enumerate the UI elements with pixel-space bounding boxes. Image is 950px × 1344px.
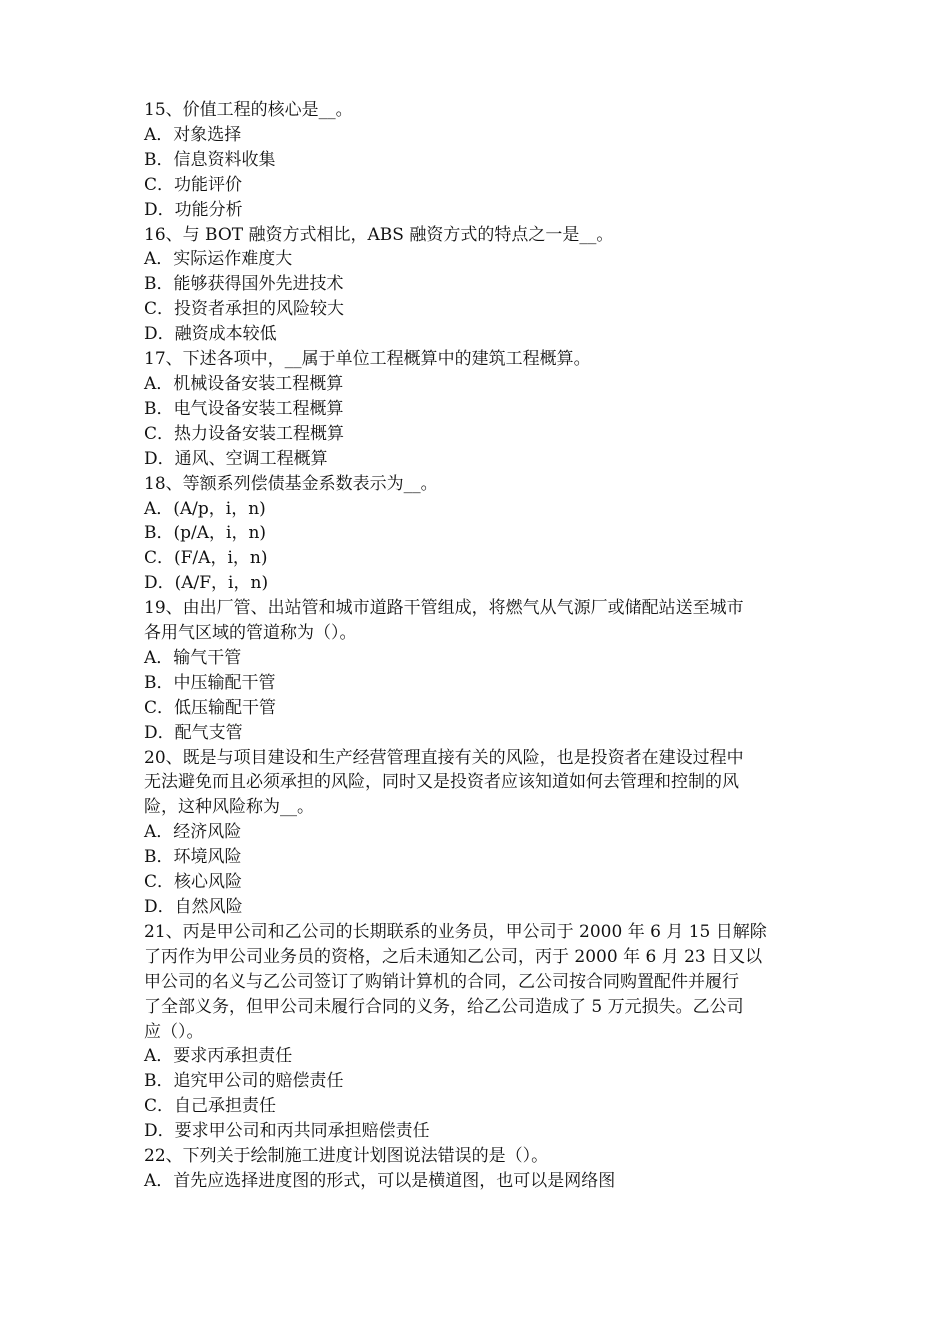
question-stem-line: 20、既是与项目建设和生产经营管理直接有关的风险，也是投资者在建设过程中 bbox=[144, 747, 744, 768]
option-a: A．机械设备安装工程概算 bbox=[144, 373, 344, 394]
option-a: A．首先应选择进度图的形式，可以是横道图，也可以是网络图 bbox=[144, 1170, 616, 1191]
option-b: B．电气设备安装工程概算 bbox=[144, 398, 344, 419]
option-b: B．中压输配干管 bbox=[144, 672, 276, 693]
option-b: B．(p/A，i，n) bbox=[144, 523, 267, 544]
option-d: D．融资成本较低 bbox=[144, 324, 277, 345]
option-a: A．实际运作难度大 bbox=[144, 249, 293, 270]
question-22 bbox=[144, 1144, 809, 1194]
question-stem-line: 了丙作为甲公司业务员的资格，之后未通知乙公司，丙于 2000 年 6 月 23 日又以 bbox=[144, 946, 763, 967]
option-b: B．能够获得国外先进技术 bbox=[144, 274, 344, 295]
option-c: C．核心风险 bbox=[144, 872, 243, 893]
option-d: D．要求甲公司和丙共同承担赔偿责任 bbox=[144, 1121, 430, 1142]
question-stem-line: 甲公司的名义与乙公司签订了购销计算机的合同，乙公司按合同购置配件并履行 bbox=[144, 971, 739, 992]
question-stem-line: 无法避免而且必须承担的风险，同时又是投资者应该知道如何去管理和控制的风 bbox=[144, 772, 739, 793]
question-stem: 16、与 BOT 融资方式相比，ABS 融资方式的特点之一是__。 bbox=[144, 224, 614, 245]
question-stem: 18、等额系列偿债基金系数表示为__。 bbox=[144, 473, 438, 494]
question-stem: 22、下列关于绘制施工进度计划图说法错误的是（）。 bbox=[144, 1146, 549, 1167]
option-d: D．通风、空调工程概算 bbox=[144, 448, 328, 469]
document-page bbox=[144, 98, 809, 1194]
question-stem: 17、下述各项中，__属于单位工程概算中的建筑工程概算。 bbox=[144, 349, 591, 370]
option-d: D．(A/F，i，n) bbox=[144, 573, 269, 594]
option-c: C．低压输配干管 bbox=[144, 697, 277, 718]
option-c: C．(F/A，i，n) bbox=[144, 548, 268, 569]
option-c: C．投资者承担的风险较大 bbox=[144, 299, 345, 320]
question-19 bbox=[144, 596, 809, 745]
option-c: C．热力设备安装工程概算 bbox=[144, 423, 345, 444]
question-stem: 15、价值工程的核心是__。 bbox=[144, 100, 353, 120]
option-b: B．追究甲公司的赔偿责任 bbox=[144, 1071, 344, 1092]
option-d: D．功能分析 bbox=[144, 199, 243, 220]
question-stem-line: 21、丙是甲公司和乙公司的长期联系的业务员，甲公司于 2000 年 6 月 15 日解除 bbox=[144, 921, 767, 942]
question-16 bbox=[144, 223, 809, 348]
question-21 bbox=[144, 920, 809, 1144]
option-b: B．信息资料收集 bbox=[144, 149, 276, 170]
option-d: D．配气支管 bbox=[144, 722, 243, 743]
question-17 bbox=[144, 347, 809, 472]
option-a: A．要求丙承担责任 bbox=[144, 1046, 293, 1067]
question-stem-line: 各用气区域的管道称为（）。 bbox=[144, 623, 357, 644]
option-a: A．对象选择 bbox=[144, 124, 242, 145]
question-stem-line: 19、由出厂管、出站管和城市道路干管组成，将燃气从气源厂或储配站送至城市 bbox=[144, 598, 744, 619]
option-a: A．输气干管 bbox=[144, 647, 242, 668]
question-18 bbox=[144, 472, 809, 597]
question-stem-line: 应（）。 bbox=[144, 1021, 204, 1042]
question-15 bbox=[144, 98, 809, 223]
option-d: D．自然风险 bbox=[144, 897, 243, 917]
option-c: C．自己承担责任 bbox=[144, 1096, 277, 1117]
option-a: A．(A/p，i，n) bbox=[144, 498, 266, 519]
question-stem-line: 险，这种风险称为__。 bbox=[144, 797, 314, 818]
question-20 bbox=[144, 746, 809, 920]
option-a: A．经济风险 bbox=[144, 822, 242, 843]
question-stem-line: 了全部义务，但甲公司未履行合同的义务，给乙公司造成了 5 万元损失。乙公司 bbox=[144, 996, 744, 1017]
option-b: B．环境风险 bbox=[144, 847, 242, 868]
option-c: C．功能评价 bbox=[144, 174, 243, 195]
